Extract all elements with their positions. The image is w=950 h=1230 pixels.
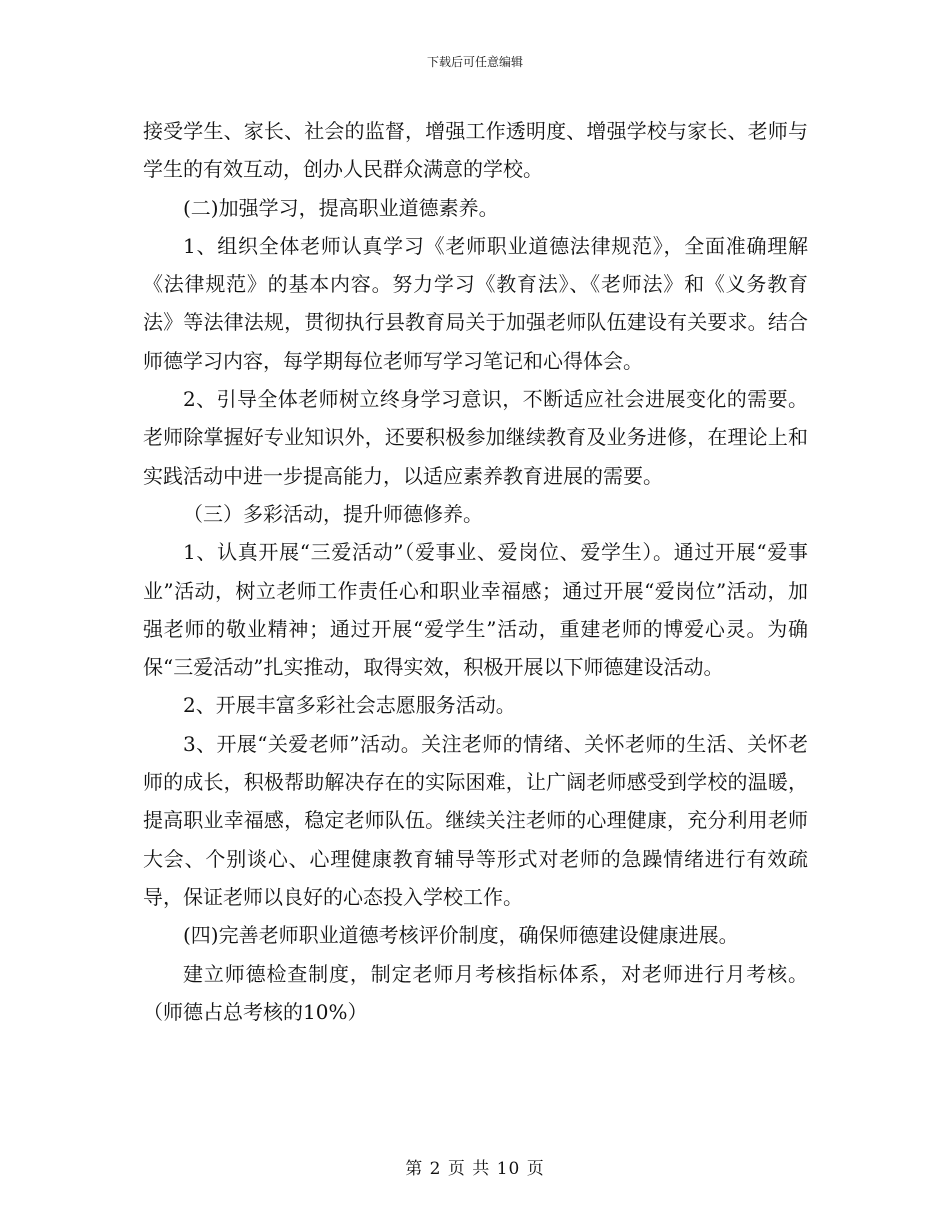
document-body [143, 112, 808, 1031]
paragraph-4: 2、引导全体老师树立终身学习意识，不断适应社会进展变化的需要。老师除掌握好专业知识外，还要积极参加继续教育及业务进修，在理论上和实践活动中进一步提高能力，以适应素养教育进展的需要。 [143, 387, 808, 488]
paragraph-7: 2、开展丰富多彩社会志愿服务活动。 [183, 693, 516, 718]
paragraph-9: (四)完善老师职业道德考核评价制度，确保师德建设健康进展。 [183, 923, 739, 948]
paragraph-3: 1、组织全体老师认真学习《老师职业道德法律规范》，全面准确理解《法律规范》的基本内容。努力学习《教育法》、《老师法》和《义务教育法》等法律法规，贯彻执行县教育局关于加强老师队伍建设有关要求。结合师德学习内容，每学期每位老师写学习笔记和心得体会。 [143, 233, 808, 373]
paragraph-5: （三）多彩活动，提升师德修养。 [183, 501, 483, 526]
page-header: 下载后可任意编辑 [426, 55, 523, 69]
paragraph-10: 建立师德检查制度，制定老师月考核指标体系，对老师进行月考核。（师德占总考核的10%） [143, 961, 808, 1024]
paragraph-1: 接受学生、家长、社会的监督，增强工作透明度、增强学校与家长、老师与学生的有效互动，创办人民群众满意的学校。 [143, 119, 808, 182]
paragraph-6: 1、认真开展“三爱活动”（爱事业、爱岗位、爱学生）。通过开展“爱事业”活动，树立老师工作责任心和职业幸福感；通过开展“爱岗位”活动，加强老师的敬业精神；通过开展“爱学生”活动，重建老师的博爱心灵。为确保“三爱活动”扎实推动，取得实效，积极开展以下师德建设活动。 [143, 540, 808, 680]
paragraph-8: 3、开展“关爱老师”活动。关注老师的情绪、关怀老师的生活、关怀老师的成长，积极帮助解决存在的实际困难，让广阔老师感受到学校的温暖，提高职业幸福感，稳定老师队伍。继续关注老师的心理健康，充分利用老师大会、个别谈心、心理健康教育辅导等形式对老师的急躁情绪进行有效疏导，保证老师以良好的心态投入学校工作。 [143, 731, 808, 909]
paragraph-2: (二)加强学习，提高职业道德素养。 [183, 195, 499, 220]
page-footer: 第 2 页 共 10 页 [405, 1159, 545, 1179]
